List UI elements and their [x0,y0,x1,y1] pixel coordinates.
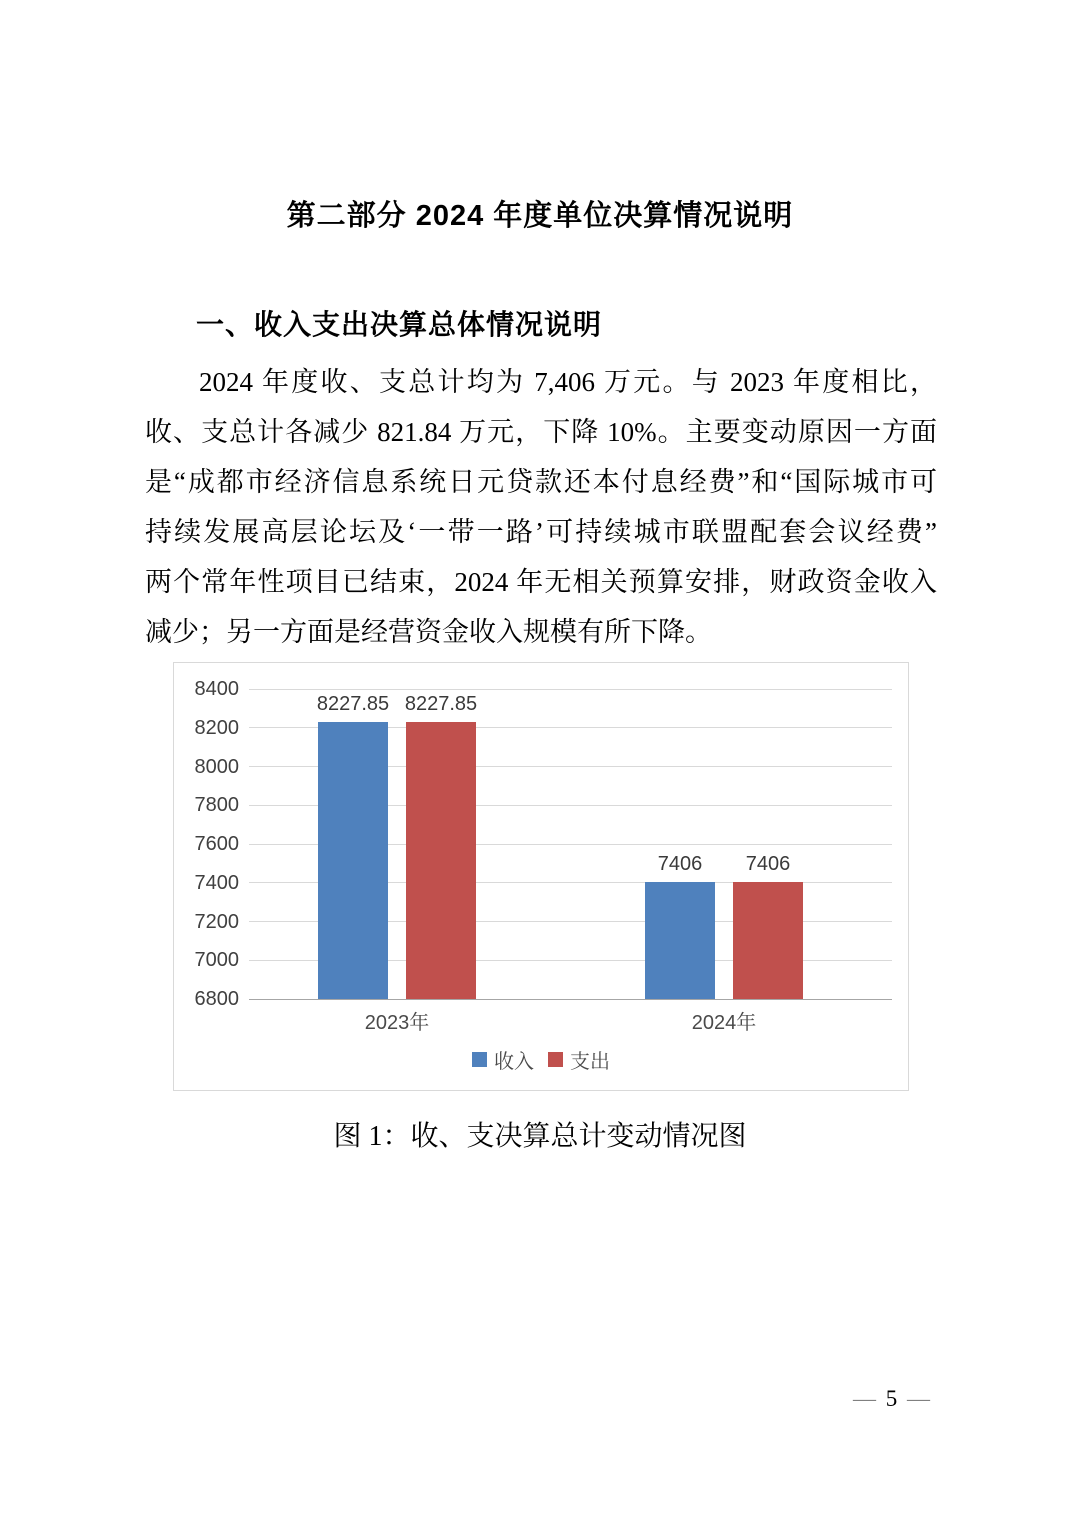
legend-swatch-icon [472,1052,487,1067]
chart-legend [174,1045,908,1074]
bar-value-label: 8227.85 [404,693,478,716]
y-tick-label: 7400 [194,871,239,894]
y-tick-label: 7800 [194,794,239,817]
page-number-dash: — [853,1386,878,1411]
legend-item-收入 [472,1045,534,1074]
y-tick-label: 7600 [194,833,239,855]
bar-收入-2023年 [318,722,388,999]
y-tick-label: 8400 [194,678,239,700]
y-tick-label: 8000 [194,755,239,778]
bar-value-label: 7406 [745,852,791,875]
document-title: 第二部分 2024 年度单位决算情况说明 [286,200,794,232]
y-tick-label: 7200 [194,910,239,933]
body-paragraph [145,357,937,657]
y-tick-label: 6800 [194,988,239,1010]
category-label: 2023年 [364,1012,430,1034]
bar-value-label: 7406 [657,852,703,875]
section-heading: 一、收入支出决算总体情况说明 [196,309,603,340]
bar-支出-2023年 [406,722,476,999]
category-label: 2024年 [691,1012,757,1034]
gridline [249,689,892,690]
bar-收入-2024年 [645,882,715,999]
y-tick-label: 7000 [194,949,239,972]
figure-caption: 图 1：收、支决算总计变动情况图 [333,1121,747,1152]
bar-chart [173,662,909,1091]
legend-item-支出 [548,1045,610,1074]
bar-支出-2024年 [733,882,803,999]
y-tick-label: 8200 [194,716,239,739]
page-number-dash: — [907,1386,932,1411]
legend-label: 支出 [570,1051,610,1073]
legend-label: 收入 [494,1051,534,1073]
page-number-value: 5 [885,1386,900,1411]
legend-swatch-icon [548,1052,563,1067]
bar-value-label: 8227.85 [316,693,390,716]
page-number [853,1386,932,1412]
paragraph-line: 收、支总计各减少 821.84 万元，下降 10%。主要变动原因一方面 [145,417,937,447]
paragraph-line: 持续发展高层论坛及‘一带一路’可持续城市联盟配套会议经费” [145,517,937,547]
paragraph-line: 是“成都市经济信息系统日元贷款还本付息经费”和“国际城市可 [145,467,937,497]
paragraph-line: 两个常年性项目已结束，2024 年无相关预算安排，财政资金收入 [145,567,937,597]
paragraph-line: 2024 年度收、支总计均为 7,406 万元。与 2023 年度相比， [199,367,937,397]
paragraph-line: 减少；另一方面是经营资金收入规模有所下降。 [145,617,712,647]
